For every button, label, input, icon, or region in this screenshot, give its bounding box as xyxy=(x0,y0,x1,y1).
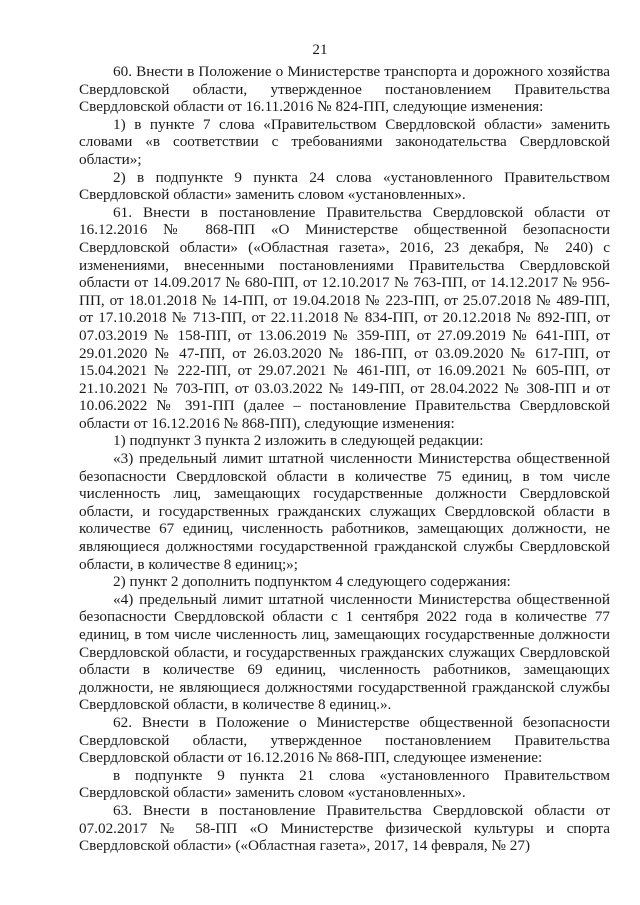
page-number: 21 xyxy=(312,41,328,58)
paragraph-61-quote-3: «3) предельный лимит штатной численности Министерства общественной безопасности Свердловской области в количестве 75 единиц, в том числе численность лиц, замещающих государственные должности Свердловской области, и государственных гражданских служащих Свердловской области в количестве 67 единиц, численность работников, замещающих должности, не являющиеся должностями государственной гражданской службы Свердловской области, в количестве 8 единиц;»; xyxy=(79,450,610,573)
paragraph-63: 63. Внести в постановление Правительства Свердловской области от 07.02.2017 № 58-ПП «О Министерстве физической культуры и спорта Свердловской области» («Областная газета», 2017, 14 февраля, № 27) xyxy=(79,801,610,855)
paragraph-62-item: в подпункте 9 пункта 21 слова «установленного Правительством Свердловской области» заменить словом «установленных». xyxy=(79,766,610,802)
paragraph-61-item-2: 2) пункт 2 дополнить подпунктом 4 следующего содержания: xyxy=(113,573,511,591)
paragraph-61-item-1: 1) подпункт 3 пункта 2 изложить в следующей редакции: xyxy=(113,432,484,450)
paragraph-61: 61. Внести в постановление Правительства Свердловской области от 16.12.2016 № 868-ПП «О Министерстве общественной безопасности Свердловской области» («Областная газета», 2016, 23 декабря, № 240) с изменениями, внесенными постановлениями Правительства Свердловской области от 14.09.2017 № 680-ПП, от 12.10.2017 № 763-ПП, от 14.12.2017 № 956-ПП, от 18.01.2018 № 14-ПП, от 19.04.2018 № 223-ПП, от 25.07.2018 № 489-ПП, от 17.10.2018 № 713-ПП, от 22.11.2018 № 834-ПП, от 20.12.2018 № 892-ПП, от 07.03.2019 № 158-ПП, от 13.06.2019 № 359-ПП, от 27.09.2019 № 641-ПП, от 29.01.2020 № 47-ПП, от 26.03.2020 № 186-ПП, от 03.09.2020 № 617-ПП, от 15.04.2021 № 222-ПП, от 29.07.2021 № 461-ПП, от 16.09.2021 № 605-ПП, от 21.10.2021 № 703-ПП, от 03.03.2022 № 149-ПП, от 28.04.2022 № 308-ПП и от 10.06.2022 № 391-ПП (далее – постановление Правительства Свердловской области от 16.12.2016 № 868-ПП), следующие изменения: xyxy=(79,203,610,432)
paragraph-61-quote-4: «4) предельный лимит штатной численности Министерства общественной безопасности Свердловской области с 1 сентября 2022 года в количестве 77 единиц, в том числе численность лиц, замещающих государственные должности Свердловской области, и государственных гражданских служащих Свердловской области в количестве 69 единиц, численность работников, замещающих должности, не являющиеся должностями государственной гражданской службы Свердловской области, в количестве 8 единиц.». xyxy=(79,590,610,714)
document-body xyxy=(79,63,610,855)
paragraph-60: 60. Внести в Положение о Министерстве транспорта и дорожного хозяйства Свердловской области, утвержденное постановлением Правительства Свердловской области от 16.11.2016 № 824-ПП, следующие изменения: xyxy=(79,63,610,116)
paragraph-62: 62. Внести в Положение о Министерстве общественной безопасности Свердловской области, утвержденное постановлением Правительства Свердловской области от 16.12.2016 № 868-ПП, следующее изменение: xyxy=(79,713,610,767)
paragraph-60-item-2: 2) в подпункте 9 пункта 24 слова «установленного Правительством Свердловской области» заменить словом «установленных». xyxy=(79,168,610,204)
paragraph-60-item-1: 1) в пункте 7 слова «Правительством Свердловской области» заменить словами «в соответствии с требованиями законодательства Свердловской области»; xyxy=(79,115,610,168)
